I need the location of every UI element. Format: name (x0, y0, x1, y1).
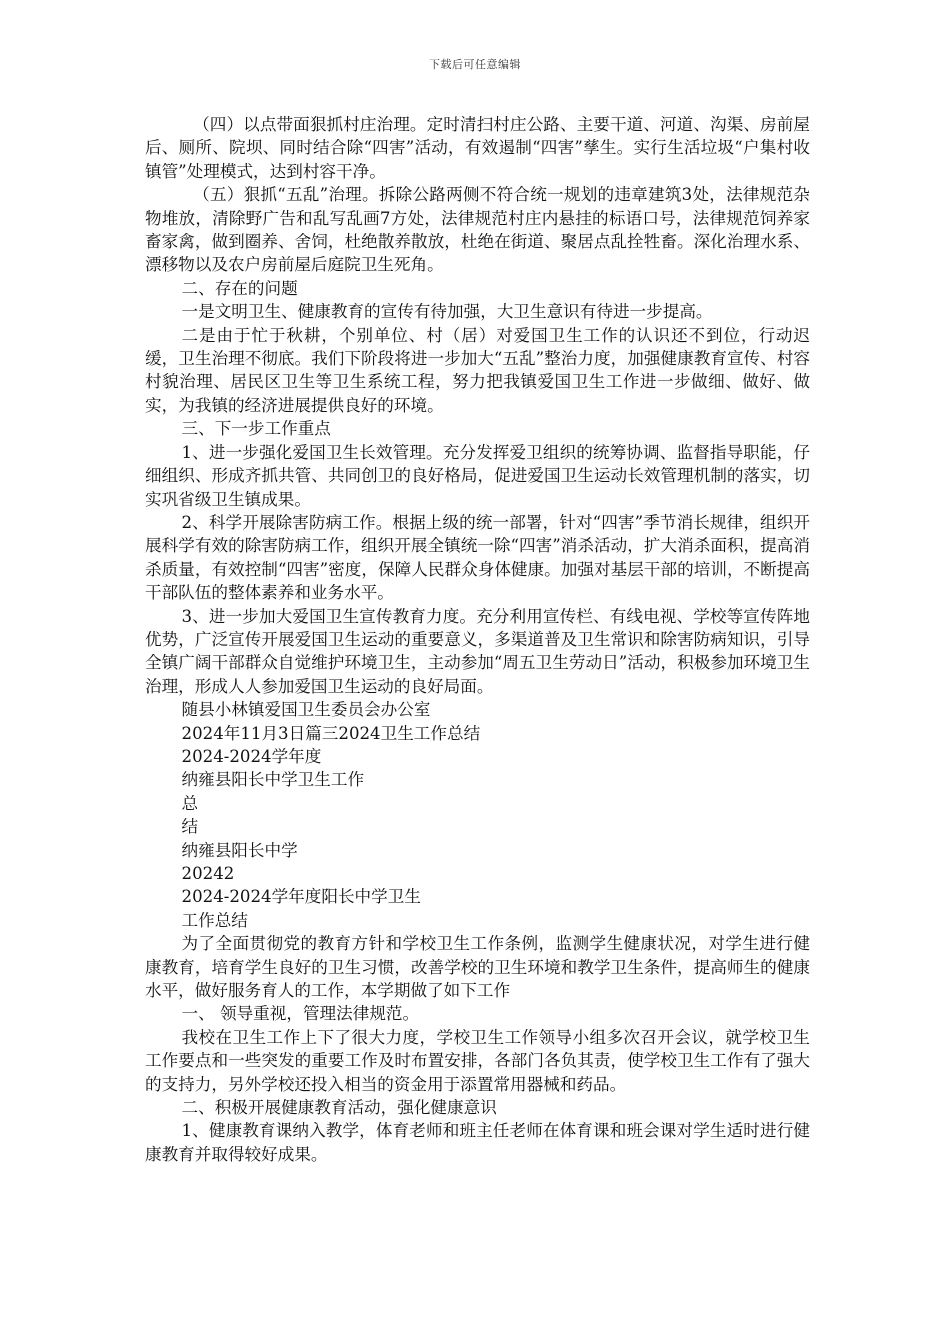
heading-existing-problems: 二、存在的问题 (181, 278, 298, 298)
school-name-line: 纳雍县阳长中学 (181, 840, 298, 860)
heading-next-steps: 三、下一步工作重点 (181, 419, 331, 439)
title-char-jie: 结 (181, 817, 199, 837)
paragraph-step-one: 1、进一步强化爱国卫生长效管理。充分发挥爱卫组织的统筹协调、监督指导职能，仔细组织、形成齐抓共管、共同创卫的良好格局，促进爱国卫生运动长效管理机制的落实，切实巩省级卫生镇成果。 (145, 442, 810, 509)
title-char-zong: 总 (181, 793, 199, 813)
paragraph-leadership: 我校在卫生工作上下了很大力度，学校卫生工作领导小组多次召开会议，就学校卫生工作要点和一些突发的重要工作及时布置安排，各部门各负其责，使学校卫生工作有了强大的支持力，另外学校还投入相当的资金用于添置常用器械和药品。 (145, 1027, 810, 1094)
paragraph-step-two: 2、科学开展除害防病工作。根据上级的统一部署，针对“四害”季节消长规律，组织开展科学有效的除害防病工作，组织开展全镇统一除“四害”消杀活动，扩大消杀面积，提高消杀质量，有效控制“四害”密度，保障人民群众身体健康。加强对基层干部的培训，不断提高干部队伍的整体素养和业务水平。 (145, 512, 810, 603)
heading-health-education: 二、积极开展健康教育活动，强化健康意识 (181, 1098, 497, 1118)
paragraph-section-five: （五）狠抓“五乱”治理。拆除公路两侧不符合统一规划的违章建筑3处，法律规范杂物堆放，清除野广告和乱写乱画7方处，法律规范村庄内悬挂的标语口号，法律规范饲养家畜家禽，做到圈养、舍饲，杜绝散养散放，杜绝在街道、聚居点乱拴牲畜。深化治理水系、漂移物以及农户房前屋后庭院卫生死角。 (145, 185, 810, 275)
school-year-line: 2024-2024学年度 (181, 746, 322, 766)
paragraph-problem-one: 一是文明卫生、健康教育的宣传有待加强，大卫生意识有待进一步提高。 (181, 302, 713, 322)
paragraph-problem-two: 二是由于忙于秋耕，个别单位、村（居）对爱国卫生工作的认识还不到位，行动迟缓，卫生治理不彻底。我们下阶段将进一步加大“五乱”整治力度，加强健康教育宣传、村容村貌治理、居民区卫生等卫生系统工程，努力把我镇爱国卫生工作进一步做细、做好、做实，为我镇的经济进展提供良好的环境。 (145, 325, 810, 415)
report-subtitle-line: 工作总结 (181, 910, 248, 930)
page-header: 下载后可任意编辑 (429, 58, 521, 71)
paragraph-step-three: 3、进一步加大爱国卫生宣传教育力度。充分利用宣传栏、有线电视、学校等宣传阵地优势，广泛宣传开展爱国卫生运动的重要意义，多渠道普及卫生常识和除害防病知识，引导全镇广阔干部群众自觉维护环境卫生，主动参加“周五卫生劳动日”活动，积极参加环境卫生治理，形成人人参加爱国卫生运动的良好局面。 (145, 606, 810, 696)
school-title-line: 纳雍县阳长中学卫生工作 (181, 770, 365, 790)
date-line: 2024年11月3日篇三2024卫生工作总结 (181, 723, 481, 743)
report-title-line: 2024-2024学年度阳长中学卫生 (181, 887, 421, 907)
signature-office: 随县小林镇爱国卫生委员会办公室 (181, 700, 431, 720)
document-body (145, 113, 810, 1166)
paragraph-section-four: （四）以点带面狠抓村庄治理。定时清扫村庄公路、主要干道、河道、沟渠、房前屋后、厕所、院坝、同时结合除“四害”活动，有效遏制“四害”孳生。实行生活垃圾“户集村收镇管”处理模式，达到村容干净。 (145, 115, 810, 181)
heading-leadership: 一、 领导重视，管理法律规范。 (181, 1004, 420, 1024)
paragraph-health-course: 1、健康教育课纳入教学，体育老师和班主任老师在体育课和班会课对学生适时进行健康教育并取得较好成果。 (145, 1121, 810, 1164)
paragraph-introduction: 为了全面贯彻党的教育方针和学校卫生工作条例，监测学生健康状况，对学生进行健康教育，培育学生良好的卫生习惯，改善学校的卫生环境和教学卫生条件，提高师生的健康水平，做好服务育人的工作，本学期做了如下工作 (145, 934, 810, 1001)
number-line: 20242 (181, 864, 235, 883)
